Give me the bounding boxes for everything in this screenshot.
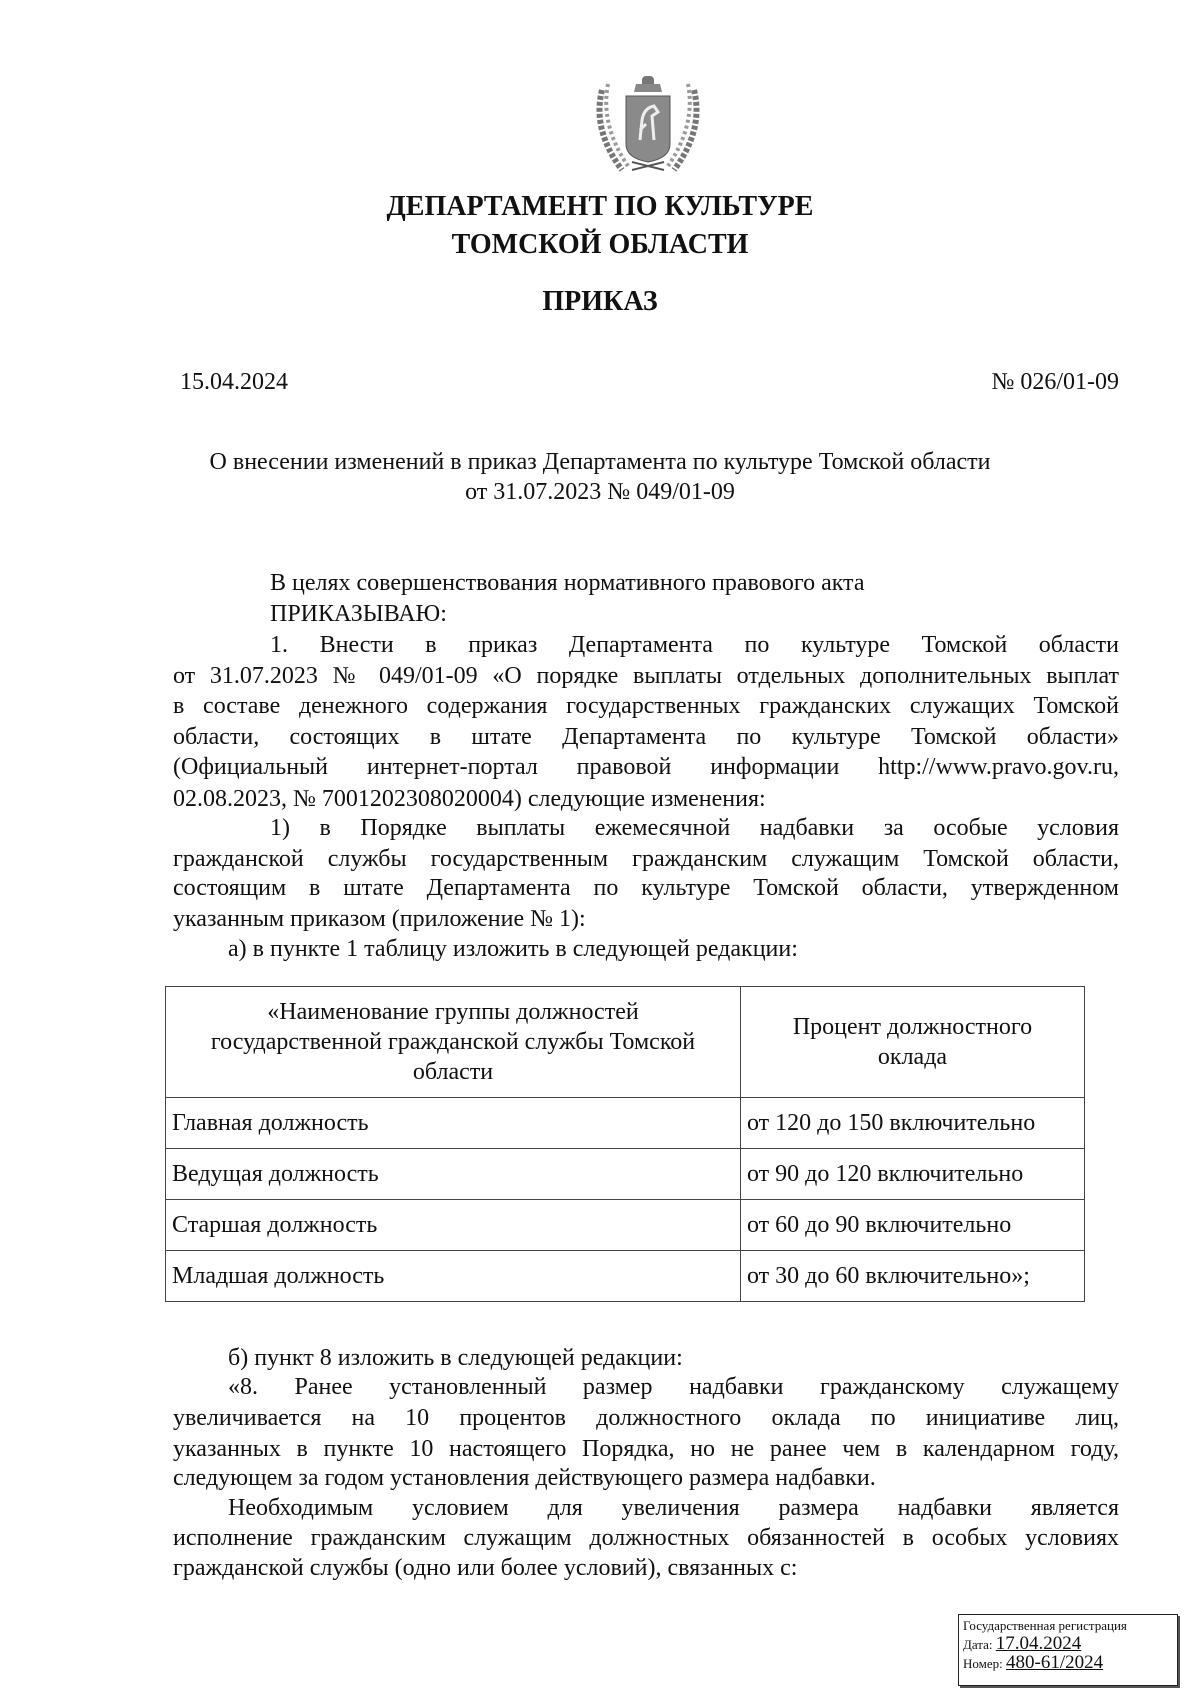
group-cell: Ведущая должность	[166, 1149, 741, 1200]
header-text: государственной гражданской службы Томской	[210, 1029, 696, 1055]
stamp-number: 480-61/2024	[1006, 1652, 1104, 1673]
table-row	[166, 1200, 1085, 1251]
body-line: увеличивается на 10 процентов должностного оклада по инициативе лиц,	[173, 1405, 1119, 1431]
body-line: 1. Внести в приказ Департамента по культуре Томской области	[270, 632, 1119, 658]
percent-cell: от 60 до 90 включительно	[741, 1200, 1085, 1251]
table-row	[166, 1251, 1085, 1302]
body-line: Необходимым условием для увеличения размера надбавки является	[228, 1495, 1119, 1521]
stamp-number-label: Номер:	[963, 1656, 1003, 1671]
group-cell: Главная должность	[166, 1098, 741, 1149]
table-header-percent	[741, 987, 1085, 1098]
body-line: 02.08.2023, № 7001202308020004) следующие изменения:	[173, 786, 766, 812]
doc-number: № 026/01-09	[991, 369, 1119, 395]
group-cell: Старшая должность	[166, 1200, 741, 1251]
percent-cell: от 120 до 150 включительно	[741, 1098, 1085, 1149]
body-line: следующем за годом установления действующего размера надбавки.	[173, 1465, 876, 1491]
coat-of-arms-emblem	[592, 70, 704, 176]
header-text: области	[412, 1059, 494, 1085]
table-row	[166, 1149, 1085, 1200]
header-text: оклада	[877, 1044, 948, 1070]
stamp-date: 17.04.2024	[995, 1633, 1082, 1654]
body-line: указанным приказом (приложение № 1):	[173, 906, 586, 932]
stamp-date-label: Дата:	[963, 1637, 993, 1652]
header-text: Процент должностного	[792, 1014, 1033, 1040]
body-line: (Официальный интернет-портал правовой информации http://www.pravo.gov.ru,	[173, 754, 1119, 780]
allowance-table	[165, 986, 1085, 1302]
stamp-title: Государственная регистрация	[963, 1618, 1127, 1633]
table-header-group	[166, 987, 741, 1098]
header-text: «Наименование группы должностей	[267, 999, 639, 1025]
body-line: области, состоящих в штате Департамента по культуре Томской области»	[173, 724, 1119, 750]
group-cell: Младшая должность	[166, 1251, 741, 1302]
body-line: гражданской службы (одно или более условий), связанных с:	[173, 1555, 798, 1581]
body-line: В целях совершенствования нормативного правового акта	[270, 570, 865, 596]
body-line: ПРИКАЗЫВАЮ:	[270, 601, 447, 627]
body-line: указанных в пункте 10 настоящего Порядка, но не ранее чем в календарном году,	[173, 1436, 1119, 1462]
org-name-line1: ДЕПАРТАМЕНТ ПО КУЛЬТУРЕ	[386, 191, 814, 222]
body-line: в составе денежного содержания государственных гражданских служащих Томской	[173, 693, 1119, 719]
percent-cell: от 30 до 60 включительно»;	[741, 1251, 1085, 1302]
body-line: а) в пункте 1 таблицу изложить в следующей редакции:	[228, 936, 798, 962]
body-line: исполнение гражданским служащим должностных обязанностей в особых условиях	[173, 1525, 1119, 1551]
org-name-line2: ТОМСКОЙ ОБЛАСТИ	[451, 229, 749, 260]
body-line: «8. Ранее установленный размер надбавки гражданскому служащему	[228, 1374, 1119, 1400]
registration-stamp	[958, 1614, 1178, 1686]
body-line: б) пункт 8 изложить в следующей редакции:	[228, 1345, 683, 1371]
doc-type-title: ПРИКАЗ	[542, 286, 658, 317]
body-line: 1) в Порядке выплаты ежемесячной надбавки за особые условия	[270, 815, 1119, 841]
table-header-row	[166, 987, 1085, 1098]
doc-date: 15.04.2024	[180, 369, 288, 395]
subject-line1: О внесении изменений в приказ Департамента по культуре Томской области	[209, 449, 991, 475]
table-row	[166, 1098, 1085, 1149]
body-line: гражданской службы государственным гражданским служащим Томской области,	[173, 846, 1119, 872]
body-line: от 31.07.2023 № 049/01-09 «О порядке выплаты отдельных дополнительных выплат	[173, 663, 1119, 689]
percent-cell: от 90 до 120 включительно	[741, 1149, 1085, 1200]
body-line: состоящим в штате Департамента по культуре Томской области, утвержденном	[173, 875, 1119, 901]
subject-line2: от 31.07.2023 № 049/01-09	[465, 479, 735, 505]
